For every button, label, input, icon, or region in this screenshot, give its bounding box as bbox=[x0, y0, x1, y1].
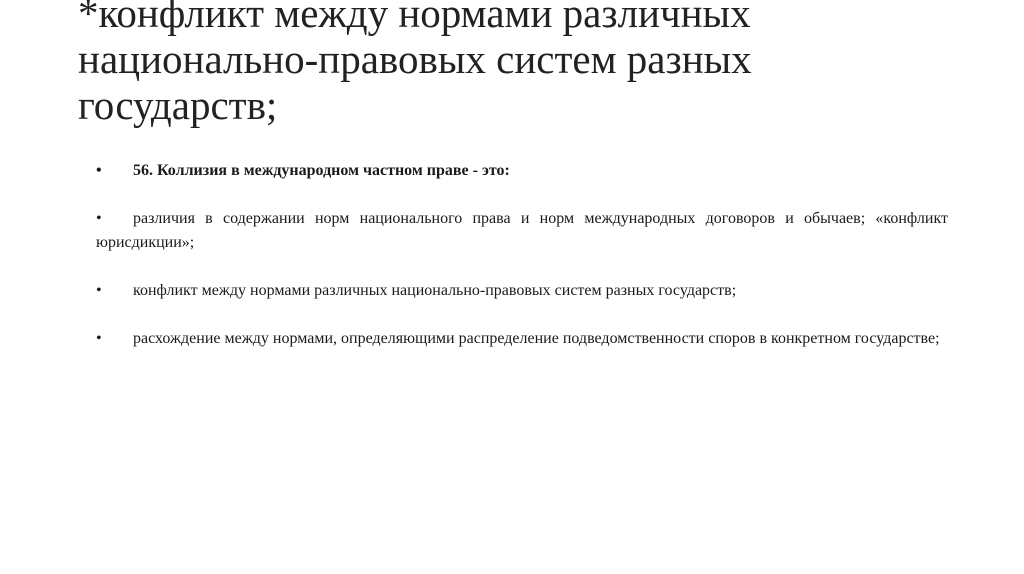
question-text: 56. Коллизия в международном частном праве - это: bbox=[133, 162, 510, 179]
title-line: *конфликт между нормами различных bbox=[78, 0, 751, 36]
answer-option bbox=[96, 207, 948, 255]
bullet-icon: • bbox=[96, 282, 102, 299]
answer-option-text: различия в содержании норм национального права и норм международных договоров и обычаев; «конфликт юрисдикции»; bbox=[96, 210, 948, 251]
answer-option-text: конфликт между нормами различных национально-правовых систем разных государств; bbox=[133, 282, 737, 299]
answer-option bbox=[96, 327, 948, 351]
bullet-icon: • bbox=[96, 210, 102, 227]
bullet-icon: • bbox=[96, 162, 102, 179]
answer-option bbox=[96, 279, 948, 303]
slide-body bbox=[96, 159, 948, 375]
answer-option-text: расхождение между нормами, определяющими распределение подведомственности споров в конкретном государстве; bbox=[133, 330, 940, 347]
question-item bbox=[96, 159, 948, 183]
title-line: государств; bbox=[78, 82, 278, 128]
title-line: национально-правовых систем разных bbox=[78, 36, 752, 82]
slide-title bbox=[78, 0, 958, 128]
bullet-icon: • bbox=[96, 330, 102, 347]
